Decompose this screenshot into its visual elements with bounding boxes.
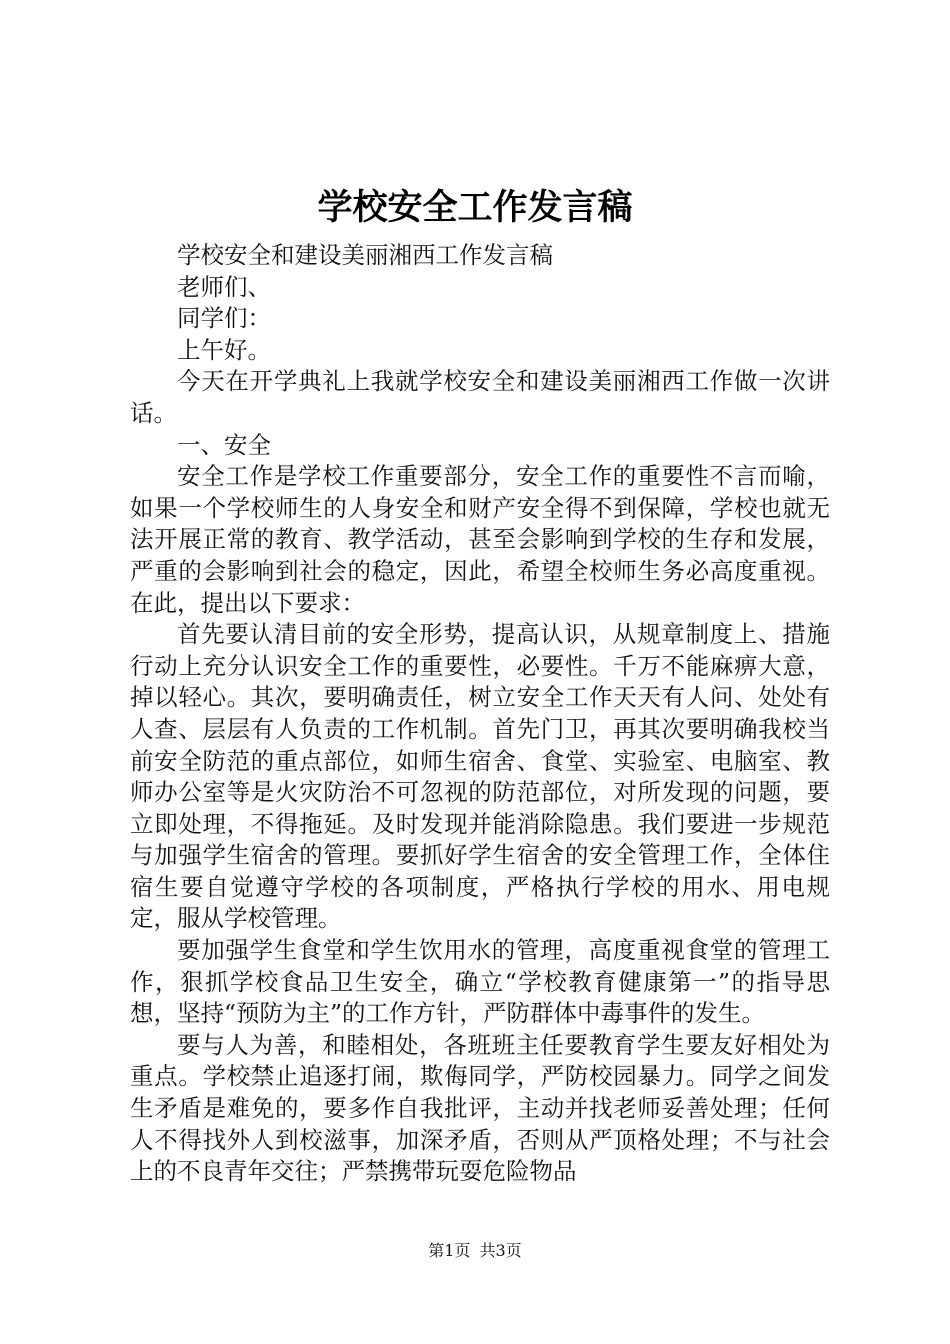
section-heading-safety: 一、安全: [177, 430, 271, 459]
paragraph-salutation-students: 同学们：: [177, 304, 271, 333]
page-footer: [0, 1240, 950, 1262]
document-title: 学校安全工作发言稿: [317, 187, 633, 228]
page-total: 共3页: [479, 1241, 522, 1260]
paragraph-safety-importance: 安全工作是学校工作重要部分，安全工作的重要性不言而喻，如果一个学校师生的人身安全和财产安全得不到保障，学校也就无法开展正常的教育、教学活动，甚至会影响到学校的生存和发展，严重的会影响到社会的稳定，因此，希望全校师生务必高度重视。在此，提出以下要求：: [130, 462, 830, 617]
paragraph-canteen-management: 要加强学生食堂和学生饮用水的管理，高度重视食堂的管理工作，狠抓学校食品卫生安全，确立“学校教育健康第一”的指导思想，坚持“预防为主”的工作方针，严防群体中毒事件的发生。: [130, 936, 830, 1028]
paragraph-greeting: 上午好。: [177, 335, 271, 364]
paragraph-safety-requirements: 首先要认清目前的安全形势，提高认识，从规章制度上、措施行动上充分认识安全工作的重要性，必要性。千万不能麻痹大意，掉以轻心。其次，要明确责任，树立安全工作天天有人问、处处有人查、层层有人负责的工作机制。首先门卫，再其次要明确我校当前安全防范的重点部位，如师生宿舍、食堂、实验室、电脑室、教师办公室等是火灾防治不可忽视的防范部位，对所发现的问题，要立即处理，不得拖延。及时发现并能消除隐患。我们要进一步规范与加强学生宿舍的管理。要抓好学生宿舍的安全管理工作，全体住宿生要自觉遵守学校的各项制度，严格执行学校的用水、用电规定，服从学校管理。: [130, 620, 830, 933]
paragraph-harmony: 要与人为善，和睦相处，各班班主任要教育学生要友好相处为重点。学校禁止追逐打闹，欺侮同学，严防校园暴力。同学之间发生矛盾是难免的，要多作自我批评，主动并找老师妥善处理；任何人不得找外人到校滋事，加深矛盾，否则从严顶格处理；不与社会上的不良青年交往；严禁携带玩耍危险物品: [130, 1030, 830, 1186]
paragraph-intro: 今天在开学典礼上我就学校安全和建设美丽湘西工作做一次讲话。: [130, 367, 830, 427]
page-number: 第1页: [428, 1241, 471, 1260]
paragraph-subtitle: 学校安全和建设美丽湘西工作发言稿: [177, 241, 553, 269]
document-body: [130, 240, 830, 1188]
paragraph-salutation-teachers: 老师们、: [177, 272, 271, 301]
